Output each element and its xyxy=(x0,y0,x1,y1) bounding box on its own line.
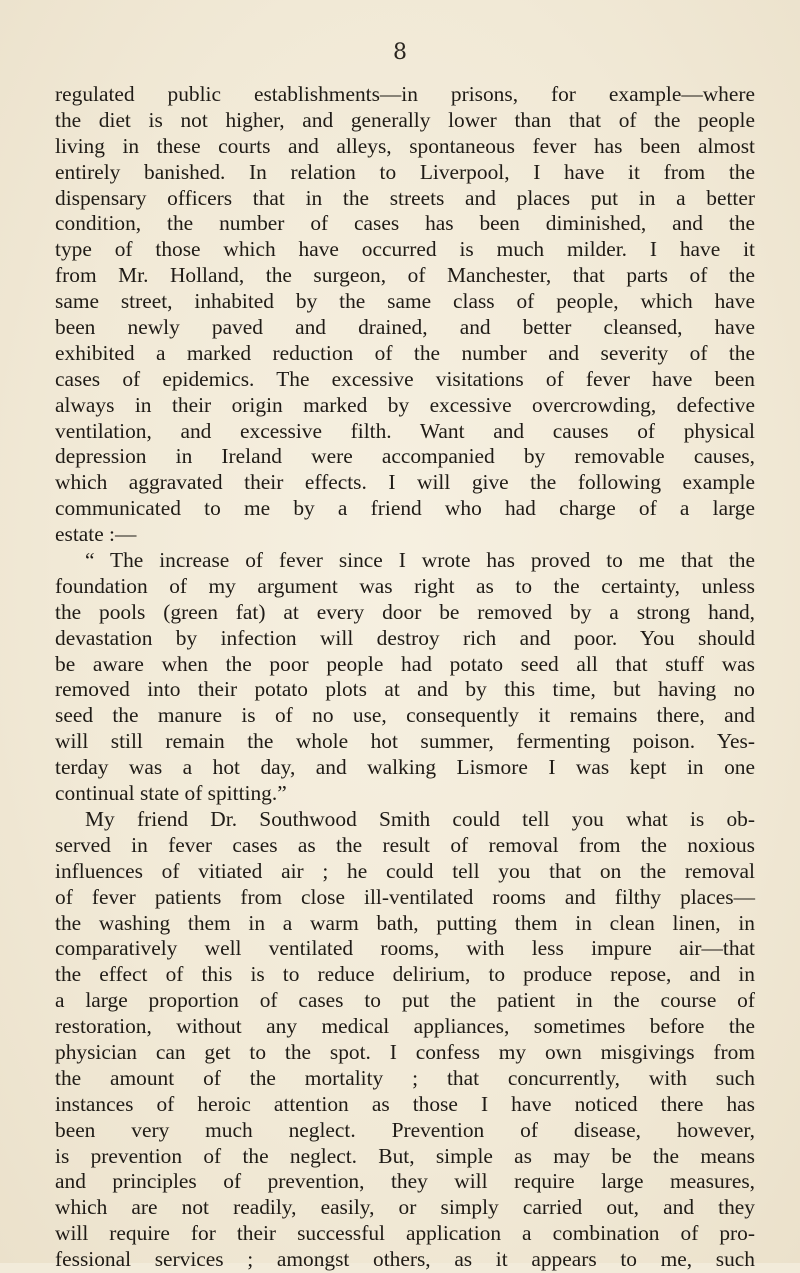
text-line: which aggravated their effects. I will give the following example xyxy=(55,470,755,495)
text-line: influences of vitiated air ; he could tell you that on the removal xyxy=(55,858,755,883)
text-line: condition, the number of cases has been diminished, and the xyxy=(55,211,755,236)
quote-line: “ The increase of fever since I wrote has proved to me that the xyxy=(85,548,755,573)
text-line: which are not readily, easily, or simply carried out, and they xyxy=(55,1195,755,1220)
text-line: physician can get to the spot. I confess my own misgivings from xyxy=(55,1039,755,1064)
text-line: same street, inhabited by the same class of people, which have xyxy=(55,289,755,314)
text-line: been very much neglect. Prevention of disease, however, xyxy=(55,1117,755,1142)
page-number: 8 xyxy=(393,40,407,65)
quote-line: the pools (green fat) at every door be removed by a strong hand, xyxy=(55,599,755,624)
text-line: My friend Dr. Southwood Smith could tell you what is ob- xyxy=(85,806,755,831)
text-line: living in these courts and alleys, spontaneous fever has been almost xyxy=(55,133,755,158)
text-line: from Mr. Holland, the surgeon, of Manchester, that parts of the xyxy=(55,263,755,288)
quote-line: continual state of spitting.” xyxy=(55,781,287,806)
body-text xyxy=(55,82,755,1273)
text-line: of fever patients from close ill-ventilated rooms and filthy places— xyxy=(55,884,755,909)
text-line: the amount of the mortality ; that concurrently, with such xyxy=(55,1065,755,1090)
text-line: been newly paved and drained, and better cleansed, have xyxy=(55,315,755,340)
text-line: exhibited a marked reduction of the number and severity of the xyxy=(55,340,755,365)
text-line: comparatively well ventilated rooms, with less impure air—that xyxy=(55,936,755,961)
text-line: depression in Ireland were accompanied by removable causes, xyxy=(55,444,755,469)
quote-line: seed the manure is of no use, consequently it remains there, and xyxy=(55,703,755,728)
quote-line: will still remain the whole hot summer, fermenting poison. Yes- xyxy=(55,729,755,754)
text-line: always in their origin marked by excessive overcrowding, defective xyxy=(55,392,755,417)
text-line: the effect of this is to reduce delirium, to produce repose, and in xyxy=(55,962,755,987)
quote-line: removed into their potato plots at and by this time, but having no xyxy=(55,677,755,702)
text-line: estate :— xyxy=(55,522,137,547)
text-line: instances of heroic attention as those I have noticed there has xyxy=(55,1091,755,1116)
text-line: and principles of prevention, they will require large measures, xyxy=(55,1169,755,1194)
text-line: is prevention of the neglect. But, simple as may be the means xyxy=(55,1143,755,1168)
text-line: regulated public establishments—in prisons, for example—where xyxy=(55,82,755,106)
text-line: fessional services ; amongst others, as it appears to me, such xyxy=(55,1247,755,1272)
text-line: ventilation, and excessive filth. Want and causes of physical xyxy=(55,418,755,443)
text-line: restoration, without any medical appliances, sometimes before the xyxy=(55,1014,755,1039)
text-line: dispensary officers that in the streets and places put in a better xyxy=(55,185,755,210)
quote-line: be aware when the poor people had potato seed all that stuff was xyxy=(55,651,755,676)
quote-line: foundation of my argument was right as to the certainty, unless xyxy=(55,573,755,598)
text-line: type of those which have occurred is much milder. I have it xyxy=(55,237,755,262)
text-line: the washing them in a warm bath, putting them in clean linen, in xyxy=(55,910,755,935)
quote-line: devastation by infection will destroy rich and poor. You should xyxy=(55,625,755,650)
text-line: the diet is not higher, and generally lower than that of the people xyxy=(55,107,755,132)
text-line: cases of epidemics. The excessive visitations of fever have been xyxy=(55,366,755,391)
text-line: a large proportion of cases to put the patient in the course of xyxy=(55,988,755,1013)
text-line: communicated to me by a friend who had charge of a large xyxy=(55,496,755,521)
text-line: served in fever cases as the result of removal from the noxious xyxy=(55,832,755,857)
text-line: will require for their successful application a combination of pro- xyxy=(55,1221,755,1246)
quote-line: terday was a hot day, and walking Lismore I was kept in one xyxy=(55,755,755,780)
text-line: entirely banished. In relation to Liverpool, I have it from the xyxy=(55,159,755,184)
